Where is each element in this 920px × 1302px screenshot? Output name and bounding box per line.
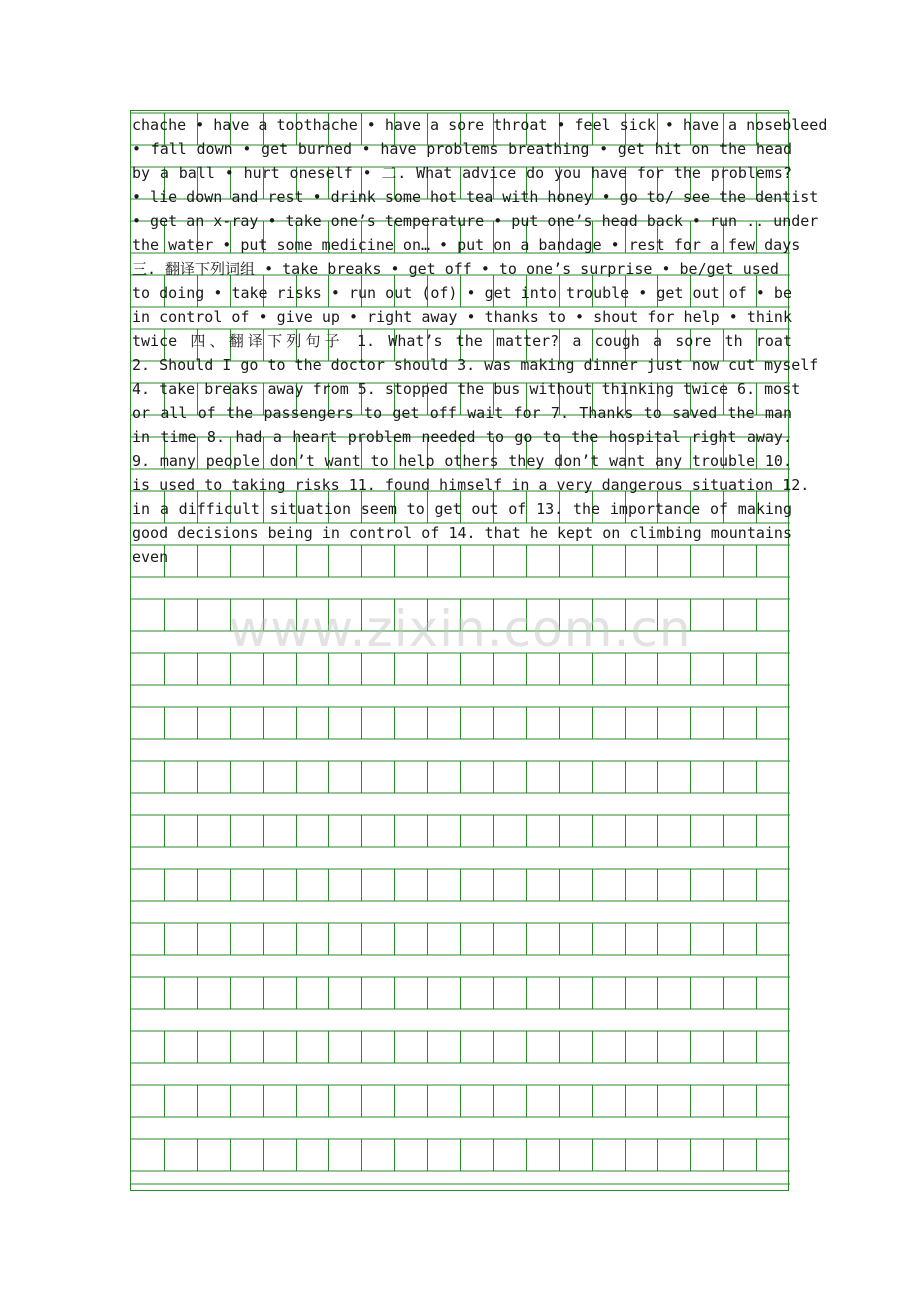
text-line: 三. 翻译下列词组 • take breaks • get off • to one’s surprise • be/get used xyxy=(132,260,779,278)
text-line: or all of the passengers to get off wait for 7. Thanks to saved the man xyxy=(132,404,792,422)
text-line: chache • have a toothache • have a sore throat • feel sick • have a nosebleed xyxy=(132,116,828,134)
text-line: the water • put some medicine on… • put on a bandage • rest for a few days xyxy=(132,236,801,254)
text-line: good decisions being in control of 14. that he kept on climbing mountains xyxy=(132,524,792,542)
text-line: in control of • give up • right away • thanks to • shout for help • think xyxy=(132,308,792,326)
text-line: • lie down and rest • drink some hot tea with honey • go to/ see the dentist xyxy=(132,188,819,206)
text-line: by a ball • hurt oneself • 二. What advice do you have for the problems? xyxy=(132,164,792,182)
text-line: in time 8. had a heart problem needed to go to the hospital right away. xyxy=(132,428,792,446)
watermark: www.zixin.com.cn xyxy=(228,600,692,658)
text-line: 4. take breaks away from 5. stopped the bus without thinking twice 6. most xyxy=(132,380,801,398)
text-line: 2. Should I go to the doctor should 3. was making dinner just now cut myself xyxy=(132,356,819,374)
text-line: in a difficult situation seem to get out of 13. the importance of making xyxy=(132,500,792,518)
text-line: • fall down • get burned • have problems breathing • get hit on the head xyxy=(132,140,792,158)
text-line: twice 四、翻译下列句子 1. What’s the matter? a cough a sore th roat xyxy=(132,332,792,350)
text-line: even xyxy=(132,548,169,566)
text-line: is used to taking risks 11. found himself in a very dangerous situation 12. xyxy=(132,476,810,494)
text-line: • get an x-ray • take one’s temperature • put one’s head back • run .. under xyxy=(132,212,819,230)
text-line: 9. many people don’t want to help others they don’t want any trouble 10. xyxy=(132,452,792,470)
text-line: to doing • take risks • run out (of) • get into trouble • get out of • be xyxy=(132,284,792,302)
